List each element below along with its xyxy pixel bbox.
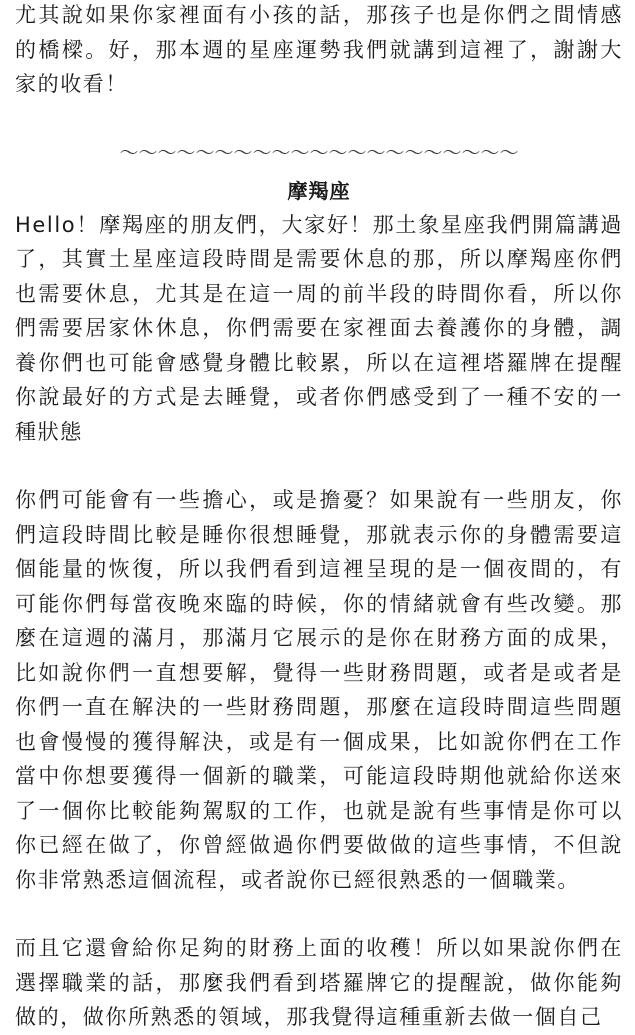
intro-paragraph: 尤其說如果你家裡面有小孩的話，那孩子也是你們之間情感的橋樑。好，那本週的星座運勢我們就講到這裡了，謝謝大家的收看！ xyxy=(15,3,623,96)
article-body xyxy=(15,0,623,1035)
section-divider: ～～～～～～～～～～～～～～～～～～～～～ xyxy=(119,141,519,164)
paragraph-2: 你們可能會有一些擔心，或是擔憂？如果說有一些朋友，你們這段時間比較是睡你很想睡覺，那就表示你的身體需要這個能量的恢復，所以我們看到這裡呈現的是一個夜間的，有可能你們每當夜晚來臨的時候，你的情緒就會有些改變。那麼在這週的滿月，那滿月它展示的是你在財務方面的成果，比如說你們一直想要解，覺得一些財務問題，或者是或者是你們一直在解決的一些財務問題，那麼在這段時間這些問題也會慢慢的獲得解決，或是有一個成果，比如說你們在工作當中你想要獲得一個新的職業，可能這段時期他就給你送來了一個你比較能夠駕馭的工作，也就是說有些事情是你可以你已經在做了，你曾經做過你們要做做的這些事情，不但說你非常熟悉這個流程，或者說你已經很熟悉的一個職業。 xyxy=(15,488,623,892)
section-title: 摩羯座 xyxy=(287,178,351,203)
paragraph-3: 而且它還會給你足夠的財務上面的收穫！所以如果說你們在選擇職業的話，那麼我們看到塔羅牌它的提醒說，做你能夠做的，做你所熟悉的領域，那我覺得這種重新去做一個自己 xyxy=(15,936,623,1029)
paragraph-1: Hello！摩羯座的朋友們，大家好！那土象星座我們開篇講過了，其實土星座這段時間是需要休息的那，所以摩羯座你們也需要休息，尤其是在這一周的前半段的時間你看，所以你們需要居家休休息，你們需要在家裡面去養護你的身體，調養你們也可能會感覺身體比較累，所以在這裡塔羅牌在提醒你說最好的方式是去睡覺，或者你們感受到了一種不安的一種狀態 xyxy=(15,212,623,444)
